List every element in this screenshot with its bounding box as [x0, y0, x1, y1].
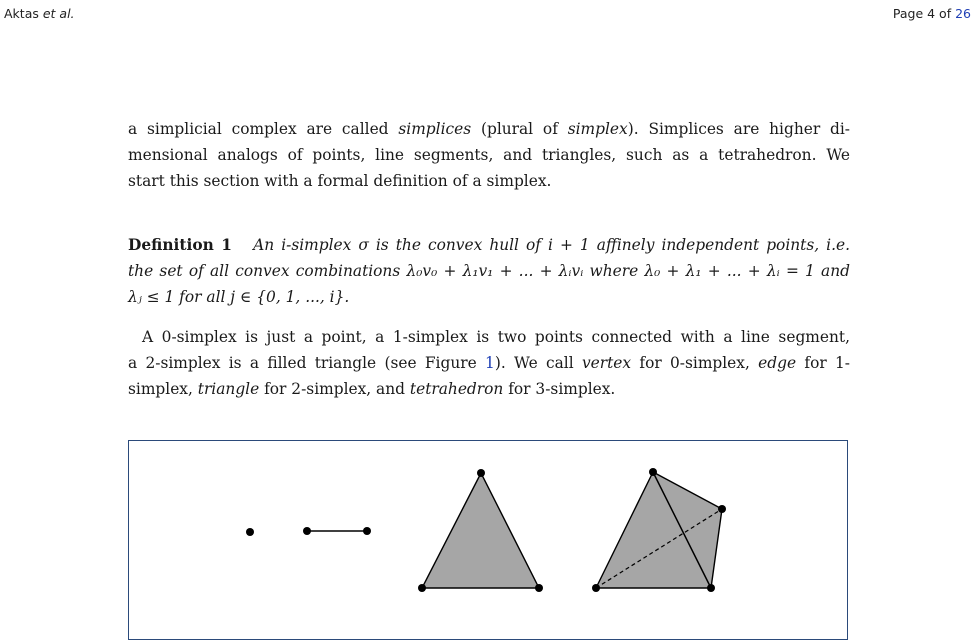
- para1-line3: start this section with a formal definition of a simplex.: [128, 172, 552, 190]
- triangle-vertex-left: [418, 584, 426, 592]
- vertex-0-simplex: [246, 528, 254, 536]
- para1-line2: mensional analogs of points, line segments, and triangles, such as a tetrahedron. We: [128, 146, 850, 164]
- intro-paragraph: [128, 116, 850, 194]
- definition-line2: the set of all convex combinations λ₀v₀ + λ₁v₁ + ... + λᵢvᵢ where λ₀ + λ₁ + ... + λᵢ = 1 and: [128, 262, 850, 280]
- page-total-link[interactable]: 26: [955, 6, 971, 21]
- para3-line3: simplex, triangle for 2-simplex, and tetrahedron for 3-simplex.: [128, 380, 616, 398]
- page-number: [893, 6, 971, 21]
- running-header-author: [4, 6, 75, 21]
- et-al: et al.: [42, 6, 75, 21]
- simplices-figure: [129, 441, 849, 641]
- figure-ref-link[interactable]: 1: [485, 354, 495, 372]
- tetra-vertex-bottom-right: [707, 584, 715, 592]
- simplex-paragraph: [128, 324, 850, 402]
- triangle-2-simplex: [422, 473, 539, 588]
- author-name: Aktas: [4, 6, 39, 21]
- triangle-vertex-right: [535, 584, 543, 592]
- definition-label: Definition 1: [128, 236, 232, 254]
- para3-line2: a 2-simplex is a filled triangle (see Figure 1). We call vertex for 0-simplex, edge for 1-: [128, 354, 851, 372]
- page-prefix: Page 4 of: [892, 6, 952, 21]
- tetra-vertex-left: [592, 584, 600, 592]
- definition-line3: λⱼ ≤ 1 for all j ∈ {0, 1, ..., i}.: [128, 288, 350, 306]
- para3-line1: A 0-simplex is just a point, a 1-simplex is two points connected with a line segment,: [142, 328, 850, 346]
- tetra-vertex-back: [718, 505, 726, 513]
- tetra-vertex-top: [649, 468, 657, 476]
- edge-vertex-a: [303, 527, 311, 535]
- figure-1-frame: [128, 440, 848, 640]
- para1-line1: a simplicial complex are called simplices (plural of simplex). Simplices are higher di-: [128, 120, 851, 138]
- triangle-vertex-top: [477, 469, 485, 477]
- edge-vertex-b: [363, 527, 371, 535]
- definition-block: [128, 232, 850, 310]
- definition-line1: Definition 1 An i-simplex σ is the convex hull of i + 1 affinely independent points, i.e.: [128, 236, 850, 254]
